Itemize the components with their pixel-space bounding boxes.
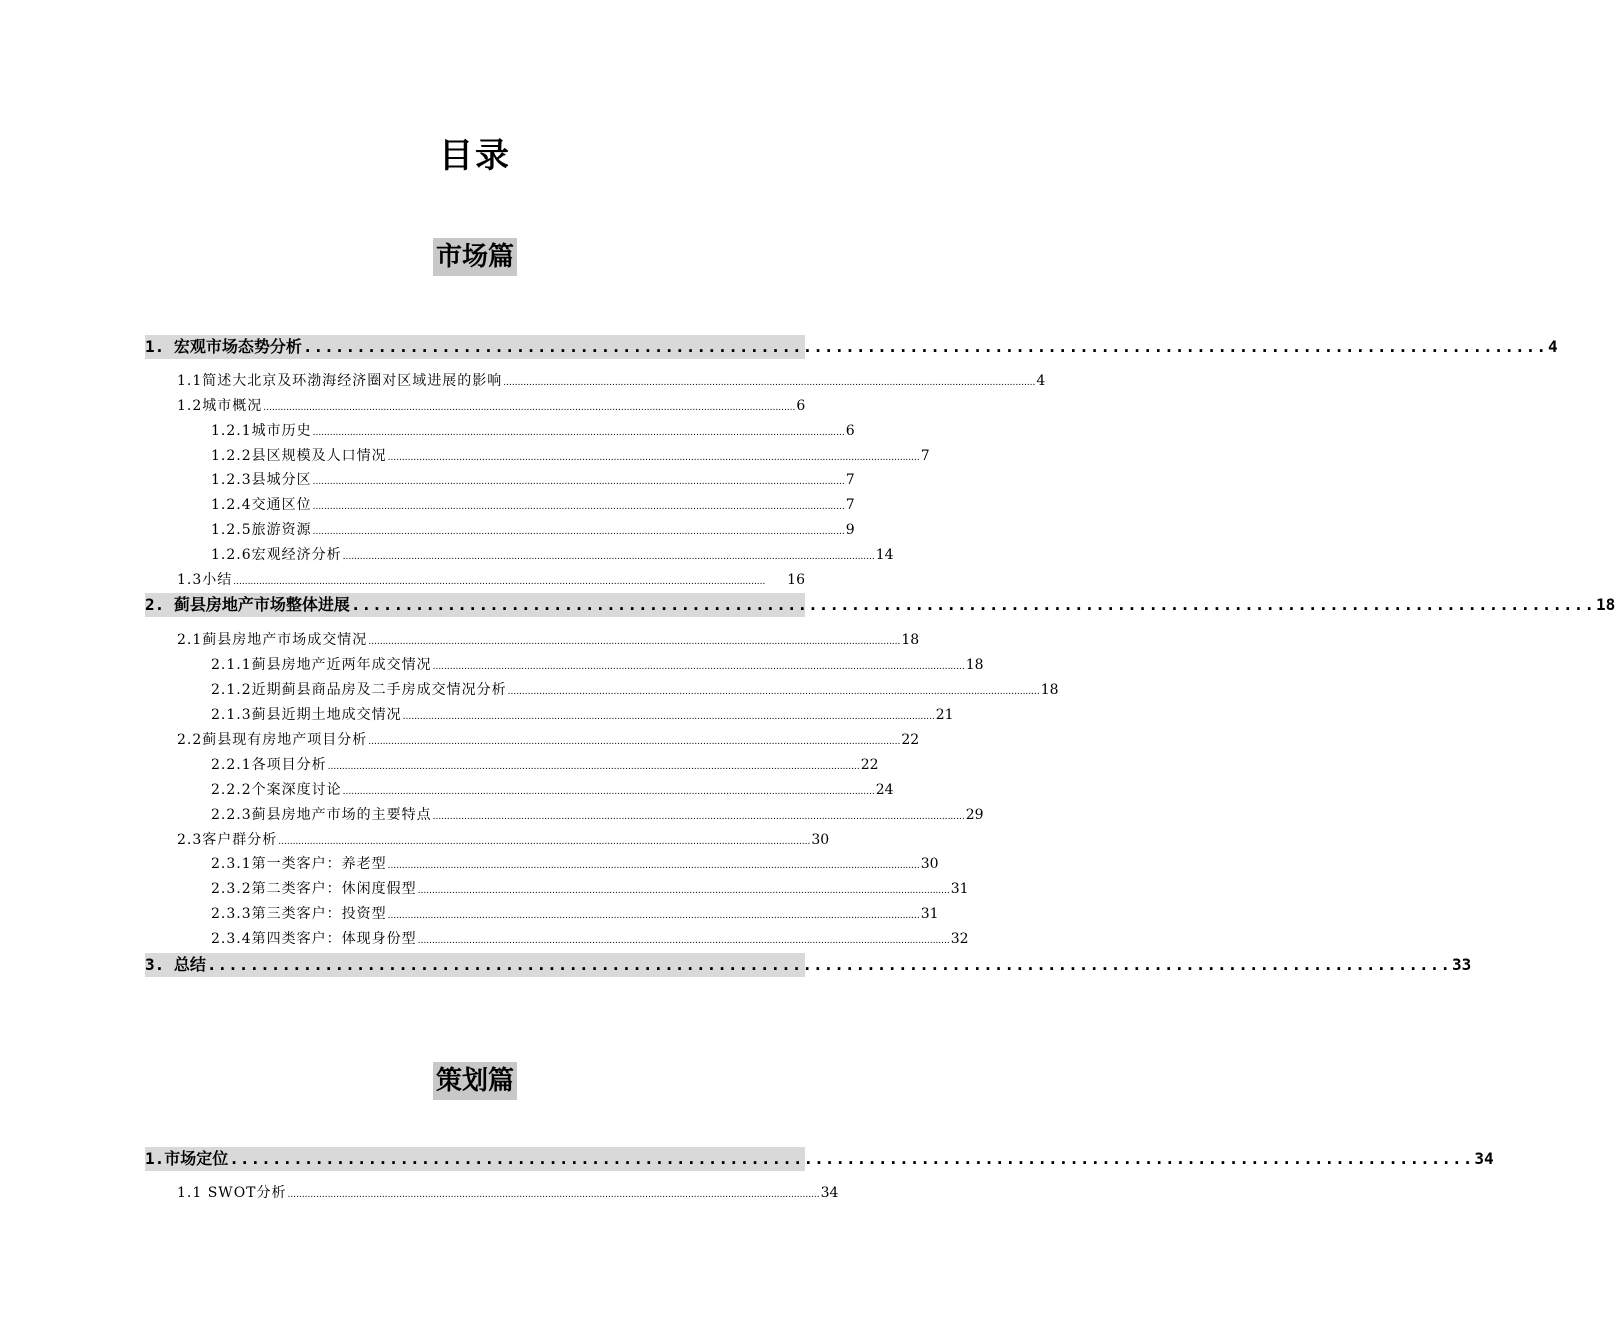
toc-leader: ..........................................................................................................................................................................................	[387, 861, 920, 871]
toc-entry-page: 31	[950, 881, 969, 897]
toc-entry-page: 33	[1451, 955, 1472, 974]
toc-entry-page: 31	[920, 906, 939, 922]
toc-leader: ..........................................................................................................................................................................................	[368, 637, 901, 647]
toc-entry[interactable]	[211, 704, 954, 726]
toc-entry-page: 30	[811, 832, 830, 848]
toc-entry-page: 34	[1474, 1149, 1494, 1168]
toc-entry-page: 18	[965, 657, 984, 673]
toc-entry[interactable]	[211, 804, 984, 826]
toc-entry-page: 7	[920, 448, 930, 464]
toc-leader: .....................................................................................................................	[302, 337, 1547, 356]
toc-entry-page: 34	[820, 1185, 839, 1201]
toc-entry-text: 2. 蓟县房地产市场整体进展	[145, 595, 350, 614]
toc-entry[interactable]	[211, 469, 855, 491]
toc-leader: ..........................................................................................................................................................................................	[278, 837, 811, 847]
toc-entry-text: 2.2.2个案深度讨论	[211, 782, 342, 798]
toc-entry[interactable]	[211, 544, 894, 566]
toc-entry-text: 1. 宏观市场态势分析	[145, 337, 302, 356]
toc-leader: ..........................................................................................................................................................................................	[507, 687, 1040, 697]
toc-entry[interactable]	[211, 853, 939, 875]
toc-leader: ..........................................................................................................................................................................................	[432, 812, 965, 822]
toc-entry-text: 2.2.1各项目分析	[211, 757, 327, 773]
toc-entry-text: 3. 总结	[145, 955, 206, 974]
toc-leader: ..........................................................................................................................................................................................	[342, 552, 875, 562]
toc-entry[interactable]	[211, 779, 894, 801]
toc-entry-text: 2.3.4第四类客户：体现身份型	[211, 931, 417, 947]
toc-leader: ..........................................................................................................................................................................................	[327, 762, 860, 772]
toc-entry[interactable]	[211, 679, 1059, 701]
toc-entry-text: 1.3小结	[177, 572, 233, 588]
toc-entry-text: 2.1.3蓟县近期土地成交情况	[211, 707, 402, 723]
toc-entry[interactable]	[177, 395, 805, 417]
toc-leader: ..........................................................................................................................................................................................	[387, 453, 920, 463]
toc-leader: ..........................................................................................................................................................................................	[312, 477, 845, 487]
toc-entry[interactable]	[211, 654, 984, 676]
toc-entry[interactable]	[145, 953, 1472, 977]
toc-entry-page: 18	[1040, 682, 1059, 698]
toc-entry-page: 18	[901, 632, 920, 648]
toc-entry-text: 2.3.2第二类客户：休闲度假型	[211, 881, 417, 897]
toc-entry-page: 9	[845, 522, 855, 538]
page-title: 目录	[439, 136, 511, 176]
toc-entry-page: 4	[1036, 373, 1046, 389]
toc-entry-text: 1.2城市概况	[177, 398, 263, 414]
toc-entry-text: 2.3.1第一类客户：养老型	[211, 856, 387, 872]
toc-leader: ..........................................................................................................................................................................................	[387, 911, 920, 921]
toc-leader: ..........................................................................................................................................................................................	[417, 936, 950, 946]
toc-entry[interactable]	[211, 903, 939, 925]
toc-leader: ..........................................................................................................................................................................................	[312, 428, 845, 438]
toc-entry[interactable]	[211, 928, 969, 950]
toc-entry-text: 1.2.2县区规模及人口情况	[211, 448, 387, 464]
toc-entry-page: 6	[845, 423, 855, 439]
toc-leader: ..........................................................................................................................................................................................	[432, 662, 965, 672]
toc-entry-page: 29	[965, 807, 984, 823]
toc-entry-page: 21	[935, 707, 954, 723]
toc-leader: ..........................................................................................................................................................................................	[287, 1190, 820, 1200]
toc-entry[interactable]	[177, 829, 830, 851]
toc-entry-page: 7	[845, 472, 855, 488]
toc-entry[interactable]	[145, 593, 1615, 617]
toc-entry-text: 2.2.3蓟县房地产市场的主要特点	[211, 807, 432, 823]
toc-entry-page: 24	[875, 782, 894, 798]
toc-entry[interactable]	[177, 729, 920, 751]
toc-entry[interactable]	[211, 494, 855, 516]
toc-entry-page: 4	[1547, 337, 1558, 356]
toc-leader: ..........................................................................................................................................................................................	[402, 712, 935, 722]
toc-entry-text: 1.2.6宏观经济分析	[211, 547, 342, 563]
toc-entry[interactable]	[177, 629, 920, 651]
toc-entry-page: 32	[950, 931, 969, 947]
toc-entry-text: 2.1.2近期蓟县商品房及二手房成交情况分析	[211, 682, 507, 698]
toc-entry-text: 1.市场定位	[145, 1149, 229, 1168]
toc-entry[interactable]	[211, 519, 855, 541]
toc-entry-text: 2.1蓟县房地产市场成交情况	[177, 632, 368, 648]
toc-leader: .....................................................................................................................	[206, 955, 1451, 974]
toc-leader: ..........................................................................................................................................................................................	[233, 577, 766, 587]
toc-leader: .....................................................................................................................	[229, 1149, 1474, 1168]
toc-entry-page: 22	[901, 732, 920, 748]
toc-entry[interactable]	[145, 1147, 1494, 1171]
toc-entry-text: 2.1.1蓟县房地产近两年成交情况	[211, 657, 432, 673]
toc-entry-page: 16	[787, 572, 805, 588]
toc-entry[interactable]	[177, 569, 805, 591]
toc-leader: ..........................................................................................................................................................................................	[342, 787, 875, 797]
toc-entry[interactable]	[145, 335, 1558, 359]
toc-entry-page: 14	[875, 547, 894, 563]
toc-entry-text: 2.3客户群分析	[177, 832, 278, 848]
toc-entry-page: 30	[920, 856, 939, 872]
part-title-planning: 策划篇	[0, 1062, 950, 1100]
toc-entry-text: 2.3.3第三类客户：投资型	[211, 906, 387, 922]
toc-entry[interactable]	[177, 370, 1046, 392]
toc-leader: .....................................................................................................................	[350, 595, 1595, 614]
toc-entry-page: 18	[1595, 595, 1615, 614]
toc-entry[interactable]	[177, 1182, 839, 1204]
toc-leader: ..........................................................................................................................................................................................	[312, 502, 845, 512]
toc-entry-text: 1.2.3县城分区	[211, 472, 312, 488]
toc-entry[interactable]	[211, 878, 969, 900]
part-title-market: 市场篇	[0, 238, 950, 276]
toc-entry-text: 1.1 SWOT分析	[177, 1185, 287, 1201]
toc-entry-text: 1.1简述大北京及环渤海经济圈对区域进展的影响	[177, 373, 503, 389]
toc-entry-text: 1.2.5旅游资源	[211, 522, 312, 538]
toc-leader: ..........................................................................................................................................................................................	[263, 403, 796, 413]
toc-entry-text: 1.2.1城市历史	[211, 423, 312, 439]
toc-entry-text: 2.2蓟县现有房地产项目分析	[177, 732, 368, 748]
toc-entry-page: 22	[860, 757, 879, 773]
toc-entry[interactable]	[211, 445, 930, 467]
toc-leader: ..........................................................................................................................................................................................	[368, 737, 901, 747]
toc-entry-text: 1.2.4交通区位	[211, 497, 312, 513]
toc-leader: ..........................................................................................................................................................................................	[503, 378, 1036, 388]
toc-leader: ..........................................................................................................................................................................................	[312, 527, 845, 537]
toc-entry[interactable]	[211, 420, 855, 442]
toc-entry[interactable]	[211, 754, 879, 776]
toc-leader: ..........................................................................................................................................................................................	[417, 886, 950, 896]
toc-entry-page: 7	[845, 497, 855, 513]
toc-entry-page: 6	[796, 398, 806, 414]
